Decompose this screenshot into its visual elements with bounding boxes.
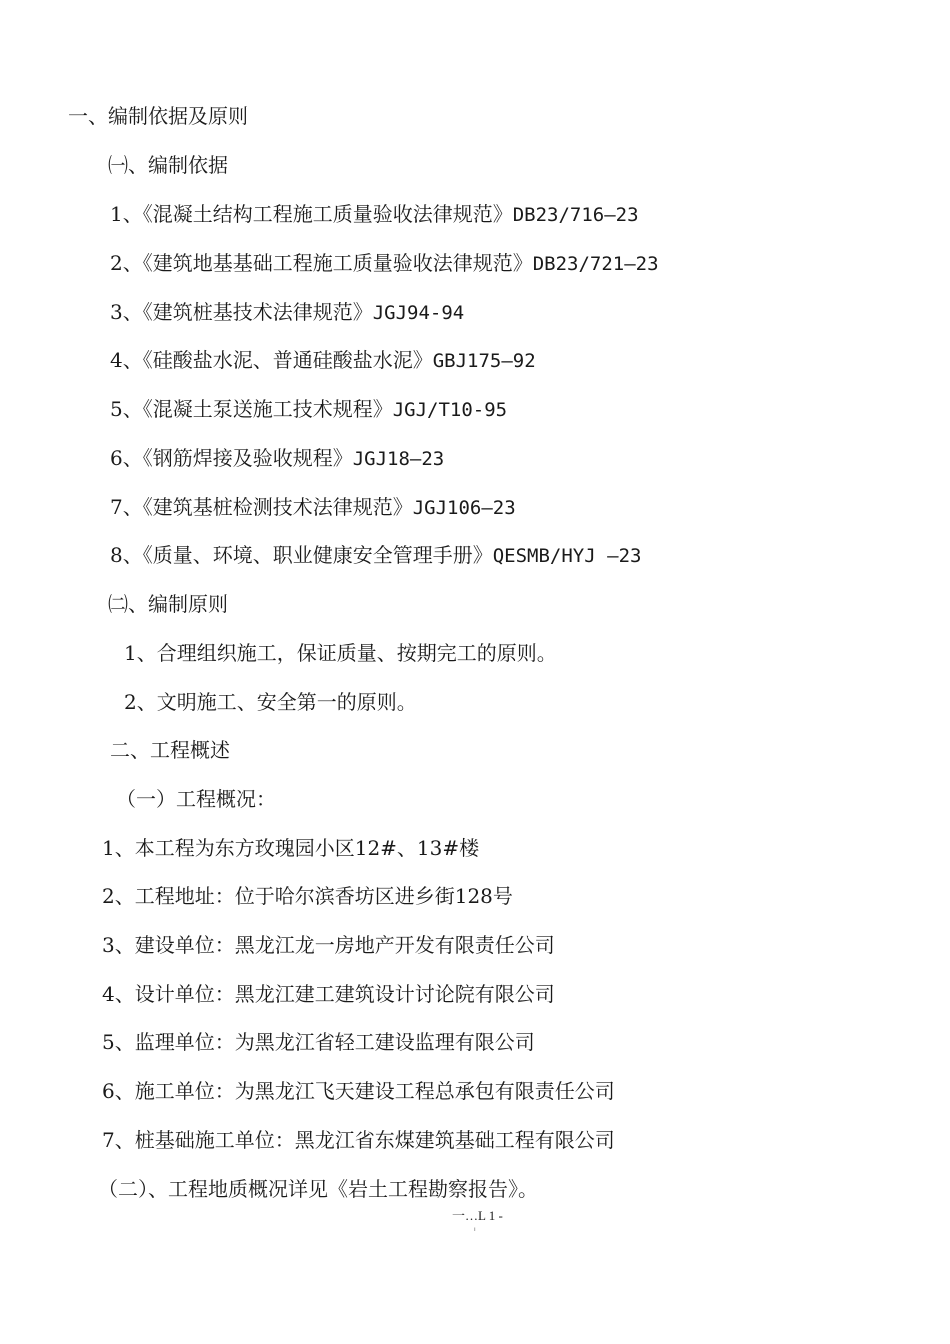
overview-item-6: 6、施工单位：为黑龙江飞天建设工程总承包有限责任公司 xyxy=(102,1079,615,1103)
basis-item-code: GBJ175—92 xyxy=(432,350,536,372)
basis-item-code: JGJ94-94 xyxy=(372,302,465,324)
basis-item-text: 4、《硅酸盐水泥、普通硅酸盐水泥》 xyxy=(110,348,433,372)
basis-item-text: 5、《混凝土泵送施工技术规程》 xyxy=(110,397,393,421)
basis-item-code: DB23/716—23 xyxy=(512,204,639,226)
basis-item-6 xyxy=(110,445,444,472)
basis-item-code: JGJ18—23 xyxy=(352,448,445,470)
basis-subheading: ㈠、编制依据 xyxy=(108,153,228,177)
basis-item-text: 7、《建筑基桩检测技术法律规范》 xyxy=(110,495,413,519)
principle-item-2: 2、文明施工、安全第一的原则。 xyxy=(124,690,417,714)
basis-item-4 xyxy=(110,347,536,374)
basis-item-1 xyxy=(110,201,639,228)
basis-item-text: 6、《钢筋焊接及验收规程》 xyxy=(110,446,353,470)
basis-item-7 xyxy=(110,494,516,521)
basis-item-text: 1、《混凝土结构工程施工质量验收法律规范》 xyxy=(110,202,513,226)
basis-item-2 xyxy=(110,250,659,277)
basis-item-code: JGJ106—23 xyxy=(412,497,516,519)
basis-item-3 xyxy=(110,299,464,326)
overview-item-5: 5、监理单位：为黑龙江省轻工建设监理有限公司 xyxy=(102,1030,535,1054)
footer-mark: ı xyxy=(474,1227,476,1233)
page-number: 一…L 1 - xyxy=(452,1208,503,1223)
principles-subheading: ㈡、编制原则 xyxy=(108,592,228,616)
overview-item-3: 3、建设单位：黑龙江龙一房地产开发有限责任公司 xyxy=(102,933,555,957)
basis-item-code: DB23/721—23 xyxy=(532,253,659,275)
overview-subheading: （一）工程概况： xyxy=(116,787,276,811)
overview-item-7: 7、桩基础施工单位：黑龙江省东煤建筑基础工程有限公司 xyxy=(102,1128,615,1152)
section-2-heading: 二、工程概述 xyxy=(110,738,230,762)
basis-item-8 xyxy=(110,542,641,569)
overview-item-2: 2、工程地址：位于哈尔滨香坊区进乡街128号 xyxy=(102,884,513,908)
basis-item-code: JGJ/T10-95 xyxy=(392,399,508,421)
overview-item-1: 1、本工程为东方玫瑰园小区12#、13#楼 xyxy=(102,836,480,860)
overview-item-4: 4、设计单位：黑龙江建工建筑设计讨论院有限公司 xyxy=(102,982,555,1006)
section-1-heading: 一、编制依据及原则 xyxy=(68,104,248,128)
principle-item-1: 1、合理组织施工，保证质量、按期完工的原则。 xyxy=(124,641,557,665)
basis-item-code: QESMB/HYJ —23 xyxy=(492,545,642,567)
basis-item-5 xyxy=(110,396,507,423)
basis-item-text: 2、《建筑地基基础工程施工质量验收法律规范》 xyxy=(110,251,533,275)
geology-subheading: （二）、工程地质概况详见《岩土工程勘察报告》。 xyxy=(98,1177,538,1201)
basis-item-text: 8、《质量、环境、职业健康安全管理手册》 xyxy=(110,543,493,567)
basis-item-text: 3、《建筑桩基技术法律规范》 xyxy=(110,300,373,324)
